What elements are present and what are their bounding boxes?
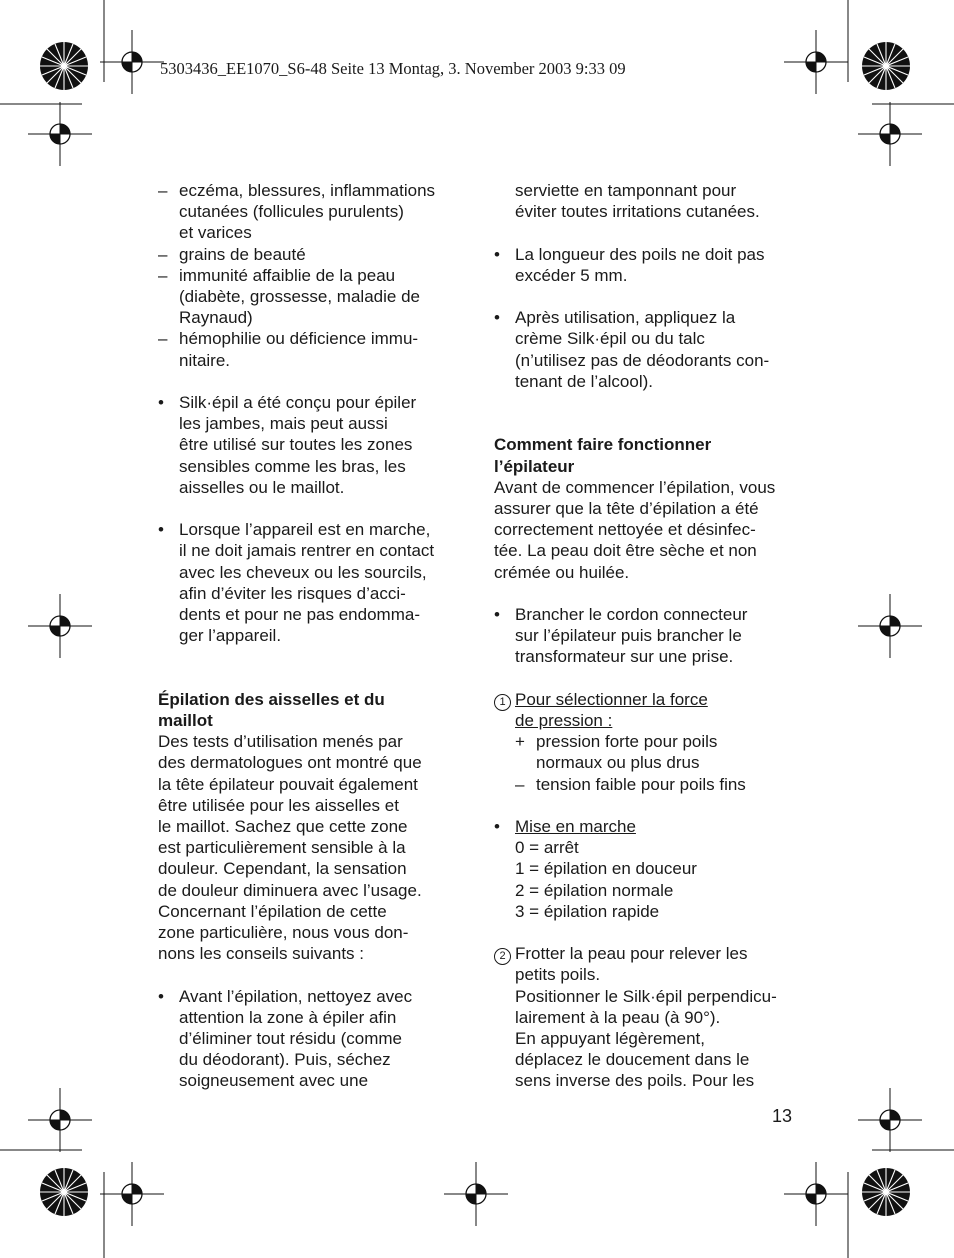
- step-item: [494, 943, 799, 1091]
- text-line: d’éliminer tout résidu (comme: [179, 1029, 402, 1049]
- sub-list-item: + pression forte pour poils normaux ou plus drus: [515, 732, 718, 773]
- text-line: nitaire.: [179, 350, 231, 370]
- text-line: Brancher le cordon connecteur: [515, 604, 748, 624]
- paragraph: Avant de commencer l’épilation, vous assurer que la tête d’épilation a été correctement nettoyée et désinfec- tée. La peau doit être sèche et non crémée ou huilée.: [494, 477, 776, 582]
- text-line: Silk·épil a été conçu pour épiler: [179, 393, 417, 413]
- list-item: [494, 244, 799, 286]
- right-column: [494, 180, 799, 1092]
- step-item: [494, 689, 799, 795]
- list-item: [158, 265, 458, 329]
- continued-text: serviette en tamponnant pour éviter toutes irritations cutanées.: [515, 181, 760, 222]
- text-line: grains de beauté: [179, 244, 306, 264]
- section-heading: Comment faire fonctionner l’épilateur: [494, 435, 712, 476]
- text-line: transformateur sur une prise.: [515, 647, 734, 667]
- text-line: tenant de l’alcool).: [515, 371, 653, 391]
- text-line: attention la zone à épiler afin: [179, 1007, 397, 1027]
- speed-setting: 3 = épilation rapide: [515, 901, 660, 921]
- text-line: aisselles ou le maillot.: [179, 477, 345, 497]
- step-title: de pression :: [515, 710, 613, 730]
- text-line: cutanées (follicules purulents): [179, 202, 404, 222]
- list-item-title: Mise en marche: [515, 816, 636, 836]
- text-line: (diabète, grossesse, maladie de: [179, 287, 420, 307]
- text-line: La longueur des poils ne doit pas: [515, 244, 765, 264]
- speed-setting: 1 = épilation en douceur: [515, 859, 697, 879]
- list-item: [158, 244, 458, 265]
- text-line: sens inverse des poils. Pour les: [515, 1071, 755, 1091]
- text-line: petits poils.: [515, 965, 601, 985]
- text-line: du déodorant). Puis, séchez: [179, 1050, 391, 1070]
- text-line: Après utilisation, appliquez la: [515, 308, 736, 328]
- text-line: crème Silk·épil ou du talc: [515, 329, 705, 349]
- page-number: 13: [772, 1106, 793, 1126]
- text-line: avec les cheveux ou les sourcils,: [179, 562, 427, 582]
- list-item: [494, 604, 799, 668]
- bullet-marker: •: [494, 244, 500, 264]
- text-line: sur l’épilateur puis brancher le: [515, 626, 742, 646]
- left-column: [158, 180, 458, 1092]
- text-line: Lorsque l’appareil est en marche,: [179, 520, 431, 540]
- dash-marker: –: [158, 181, 168, 200]
- list-item: [494, 307, 799, 392]
- text-line: Positionner le Silk·épil perpendicu-: [515, 986, 777, 1006]
- list-item: [158, 519, 458, 646]
- list-item: [158, 180, 458, 244]
- text-line: soigneusement avec une: [179, 1071, 369, 1091]
- step-number-badge: 1: [494, 694, 511, 711]
- list-item: [158, 392, 458, 498]
- plus-marker: +: [515, 732, 525, 752]
- text-line: et varices: [179, 223, 252, 243]
- list-item: [158, 328, 458, 370]
- bullet-marker: •: [494, 604, 500, 624]
- bullet-marker: •: [158, 393, 164, 413]
- text-line: eczéma, blessures, inflammations: [179, 181, 436, 200]
- text-line: afin d’éviter les risques d’acci-: [179, 583, 406, 603]
- text-line: En appuyant légèrement,: [515, 1029, 705, 1048]
- bullet-marker: •: [494, 816, 500, 836]
- dash-marker: –: [515, 774, 525, 794]
- bullet-marker: •: [158, 986, 164, 1006]
- text-line: lairement à la peau (à 90°).: [515, 1007, 721, 1027]
- text-line: Frotter la peau pour relever les: [515, 944, 748, 964]
- paragraph: Des tests d’utilisation menés par des dermatologues ont montré que la tête épilateur pouvait également être utilisée pour les aisselles et le maillot. Sachez que cette zone est particulièrement sensible à la douleur. Cependant, la sensation de douleur diminuera avec l’usage. Concernant l’épilation de cette zone particulière, nous vous don- nons les conseils suivants :: [158, 732, 422, 964]
- print-header: 5303436_EE1070_S6-48 Seite 13 Montag, 3. November 2003 9:33 09: [160, 59, 626, 78]
- step-number-badge: 2: [494, 948, 511, 965]
- dash-marker: –: [158, 329, 168, 349]
- bullet-marker: •: [494, 308, 500, 328]
- text-line: (n’utilisez pas de déodorants con-: [515, 350, 770, 370]
- step-title: Pour sélectionner la force: [515, 689, 708, 709]
- text-line: Avant l’épilation, nettoyez avec: [179, 986, 413, 1006]
- list-item: [158, 986, 458, 1092]
- text-line: Raynaud): [179, 308, 253, 328]
- text-line: hémophilie ou déficience immu-: [179, 329, 419, 349]
- speed-setting: 2 = épilation normale: [515, 880, 674, 900]
- list-item: [494, 816, 799, 922]
- text-line: les jambes, mais peut aussi: [179, 414, 388, 434]
- dash-marker: –: [158, 265, 168, 285]
- section-heading: Épilation des aisselles et du maillot: [158, 689, 385, 731]
- text-line: sensibles comme les bras, les: [179, 456, 406, 476]
- text-line: être utilisé sur toutes les zones: [179, 435, 413, 455]
- text-line: excéder 5 mm.: [515, 265, 628, 285]
- dash-marker: –: [158, 244, 168, 264]
- text-line: il ne doit jamais rentrer en contact: [179, 541, 435, 561]
- bullet-marker: •: [158, 520, 164, 540]
- text-line: déplacez le doucement dans le: [515, 1050, 750, 1070]
- text-line: ger l’appareil.: [179, 626, 282, 646]
- sub-list-item: – tension faible pour poils fins: [515, 774, 746, 794]
- text-line: dents et pour ne pas endomma-: [179, 605, 420, 625]
- speed-setting: 0 = arrêt: [515, 838, 579, 858]
- text-line: immunité affaiblie de la peau: [179, 265, 396, 285]
